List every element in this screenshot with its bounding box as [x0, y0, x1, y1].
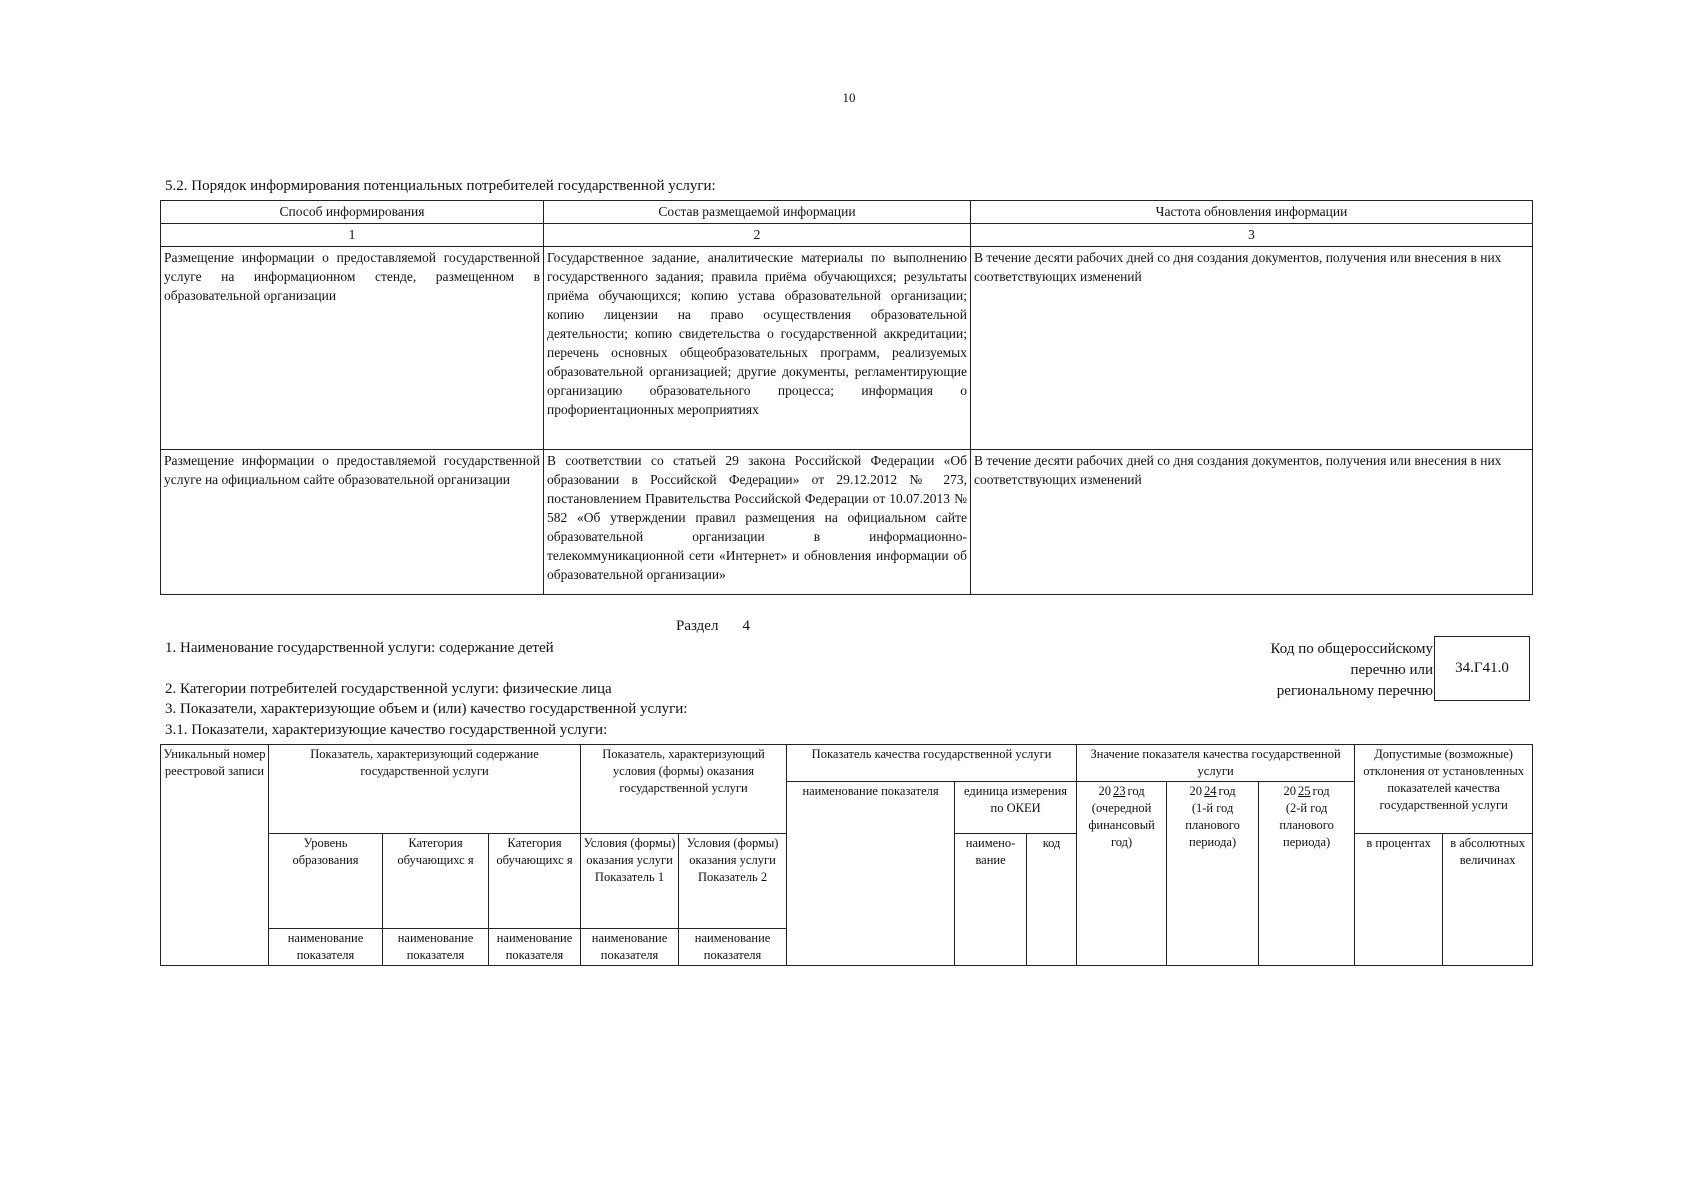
section-heading [676, 618, 750, 635]
method-cell: Размещение информации о предоставляемой государственной услуге на официальном сайте образовательной организации [161, 450, 544, 595]
year-note: (2-й год планового периода) [1279, 801, 1334, 849]
section-5-2-title: 5.2. Порядок информирования потенциальных потребителей государственной услуги: [165, 178, 716, 194]
method-cell: Размещение информации о предоставляемой государственной услуге на информационном стенде, размещенном в образовательной организации [161, 247, 544, 450]
year-value: 25 [1298, 784, 1311, 798]
content-indicator-header: Показатель, характеризующий содержание государственной услуги [269, 745, 581, 834]
informing-table-numbers [161, 224, 1533, 247]
frequency-cell: В течение десяти рабочих дней со дня создания документов, получения или внесения в них соответствующих изменений [971, 247, 1533, 450]
col-frequency-header: Частота обновления информации [971, 201, 1533, 224]
indicator-name-header: наименование показателя [787, 782, 955, 966]
sub-column-foot: наименование показателя [679, 929, 787, 966]
sub-column: Категория обучающихс я [489, 834, 581, 929]
unit-name-header: наимено-вание [955, 834, 1027, 966]
conditions-indicator-header: Показатель, характеризующий условия (формы) оказания государственной услуги [581, 745, 787, 834]
service-name-line: 1. Наименование государственной услуги: содержание детей [165, 640, 554, 656]
content-cell: В соответствии со статьей 29 закона Российской Федерации «Об образовании в Российской Федерации» от 29.12.2012 № 273, постановлением Правительства Российской Федерации от 10.07.2013 № 582 «Об утверждении правил размещения на официальном сайте образовательной организации в информационно-телекоммуникационной сети «Интернет» и обновления информации об образовательной организации» [544, 450, 971, 595]
deviation-header: Допустимые (возможные) отклонения от установленных показателей качества государственной услуги [1355, 745, 1533, 834]
col-number: 3 [971, 224, 1533, 247]
col-number: 1 [161, 224, 544, 247]
col-content-header: Состав размещаемой информации [544, 201, 971, 224]
indicator-value-header: Значение показателя качества государственной услуги [1077, 745, 1355, 782]
sub-column-foot: наименование показателя [383, 929, 489, 966]
year-value: 24 [1204, 784, 1217, 798]
informing-table [160, 200, 1533, 595]
content-cell: Государственное задание, аналитические материалы по выполнению государственного задания; правила приёма обучающихся; результаты приёма обучающихся; копию устава образовательной организации; копию лицензии на право осуществления образовательной деятельности; копию свидетельства о государственной аккредитации; перечень основных общеобразовательных программ, реализуемых образовательной организацией; другие документы, регламентирующие организацию образовательного процесса; информация о профориентационных мероприятиях [544, 247, 971, 450]
sub-column: Категория обучающихс я [383, 834, 489, 929]
col-method-header: Способ информирования [161, 201, 544, 224]
year-word: год [1312, 784, 1330, 798]
sub-column: Условия (формы) оказания услуги Показатель 2 [679, 834, 787, 929]
section-number: 4 [742, 618, 750, 634]
year-value: 23 [1113, 784, 1126, 798]
year-2-header [1167, 782, 1259, 966]
year-1-header [1077, 782, 1167, 966]
sub-column: Уровень образования [269, 834, 383, 929]
deviation-percent-header: в процентах [1355, 834, 1443, 966]
registry-code-box: 34.Г41.0 [1434, 636, 1530, 701]
quality-header-row-1 [161, 745, 1533, 782]
informing-table-header [161, 201, 1533, 224]
frequency-cell: В течение десяти рабочих дней со дня создания документов, получения или внесения в них соответствующих изменений [971, 450, 1533, 595]
unique-number-header: Уникальный номер реестровой записи [161, 745, 269, 966]
code-label-line: Код по общероссийскому [1270, 641, 1433, 657]
deviation-absolute-header: в абсолютных величинах [1443, 834, 1533, 966]
table-row [161, 450, 1533, 595]
year-note: (очередной финансовый год) [1088, 801, 1155, 849]
consumer-category-line: 2. Категории потребителей государственной услуги: физические лица [165, 681, 612, 697]
year-3-header [1259, 782, 1355, 966]
page-number: 10 [842, 90, 856, 105]
col-number: 2 [544, 224, 971, 247]
indicators-line: 3. Показатели, характеризующие объем и (или) качество государственной услуги: [165, 701, 688, 717]
year-prefix: 20 [1283, 784, 1297, 798]
unit-code-header: код [1027, 834, 1077, 966]
section-label: Раздел [676, 618, 719, 634]
sub-column-foot: наименование показателя [489, 929, 581, 966]
code-label-line: региональному перечню [1276, 683, 1433, 699]
quality-indicator-header: Показатель качества государственной услуги [787, 745, 1077, 782]
quality-indicators-table [160, 744, 1533, 966]
sub-column-foot: наименование показателя [269, 929, 383, 966]
year-word: год [1218, 784, 1236, 798]
year-note: (1-й год планового периода) [1185, 801, 1240, 849]
code-label-line: перечню или [1350, 662, 1433, 678]
sub-column: Условия (формы) оказания услуги Показатель 1 [581, 834, 679, 929]
table-row [161, 247, 1533, 450]
quality-indicators-line: 3.1. Показатели, характеризующие качество государственной услуги: [165, 722, 608, 738]
year-prefix: 20 [1098, 784, 1112, 798]
year-word: год [1127, 784, 1145, 798]
unit-okei-header: единица измерения по ОКЕИ [955, 782, 1077, 834]
year-prefix: 20 [1189, 784, 1203, 798]
registry-code-label [1228, 639, 1433, 702]
sub-column-foot: наименование показателя [581, 929, 679, 966]
